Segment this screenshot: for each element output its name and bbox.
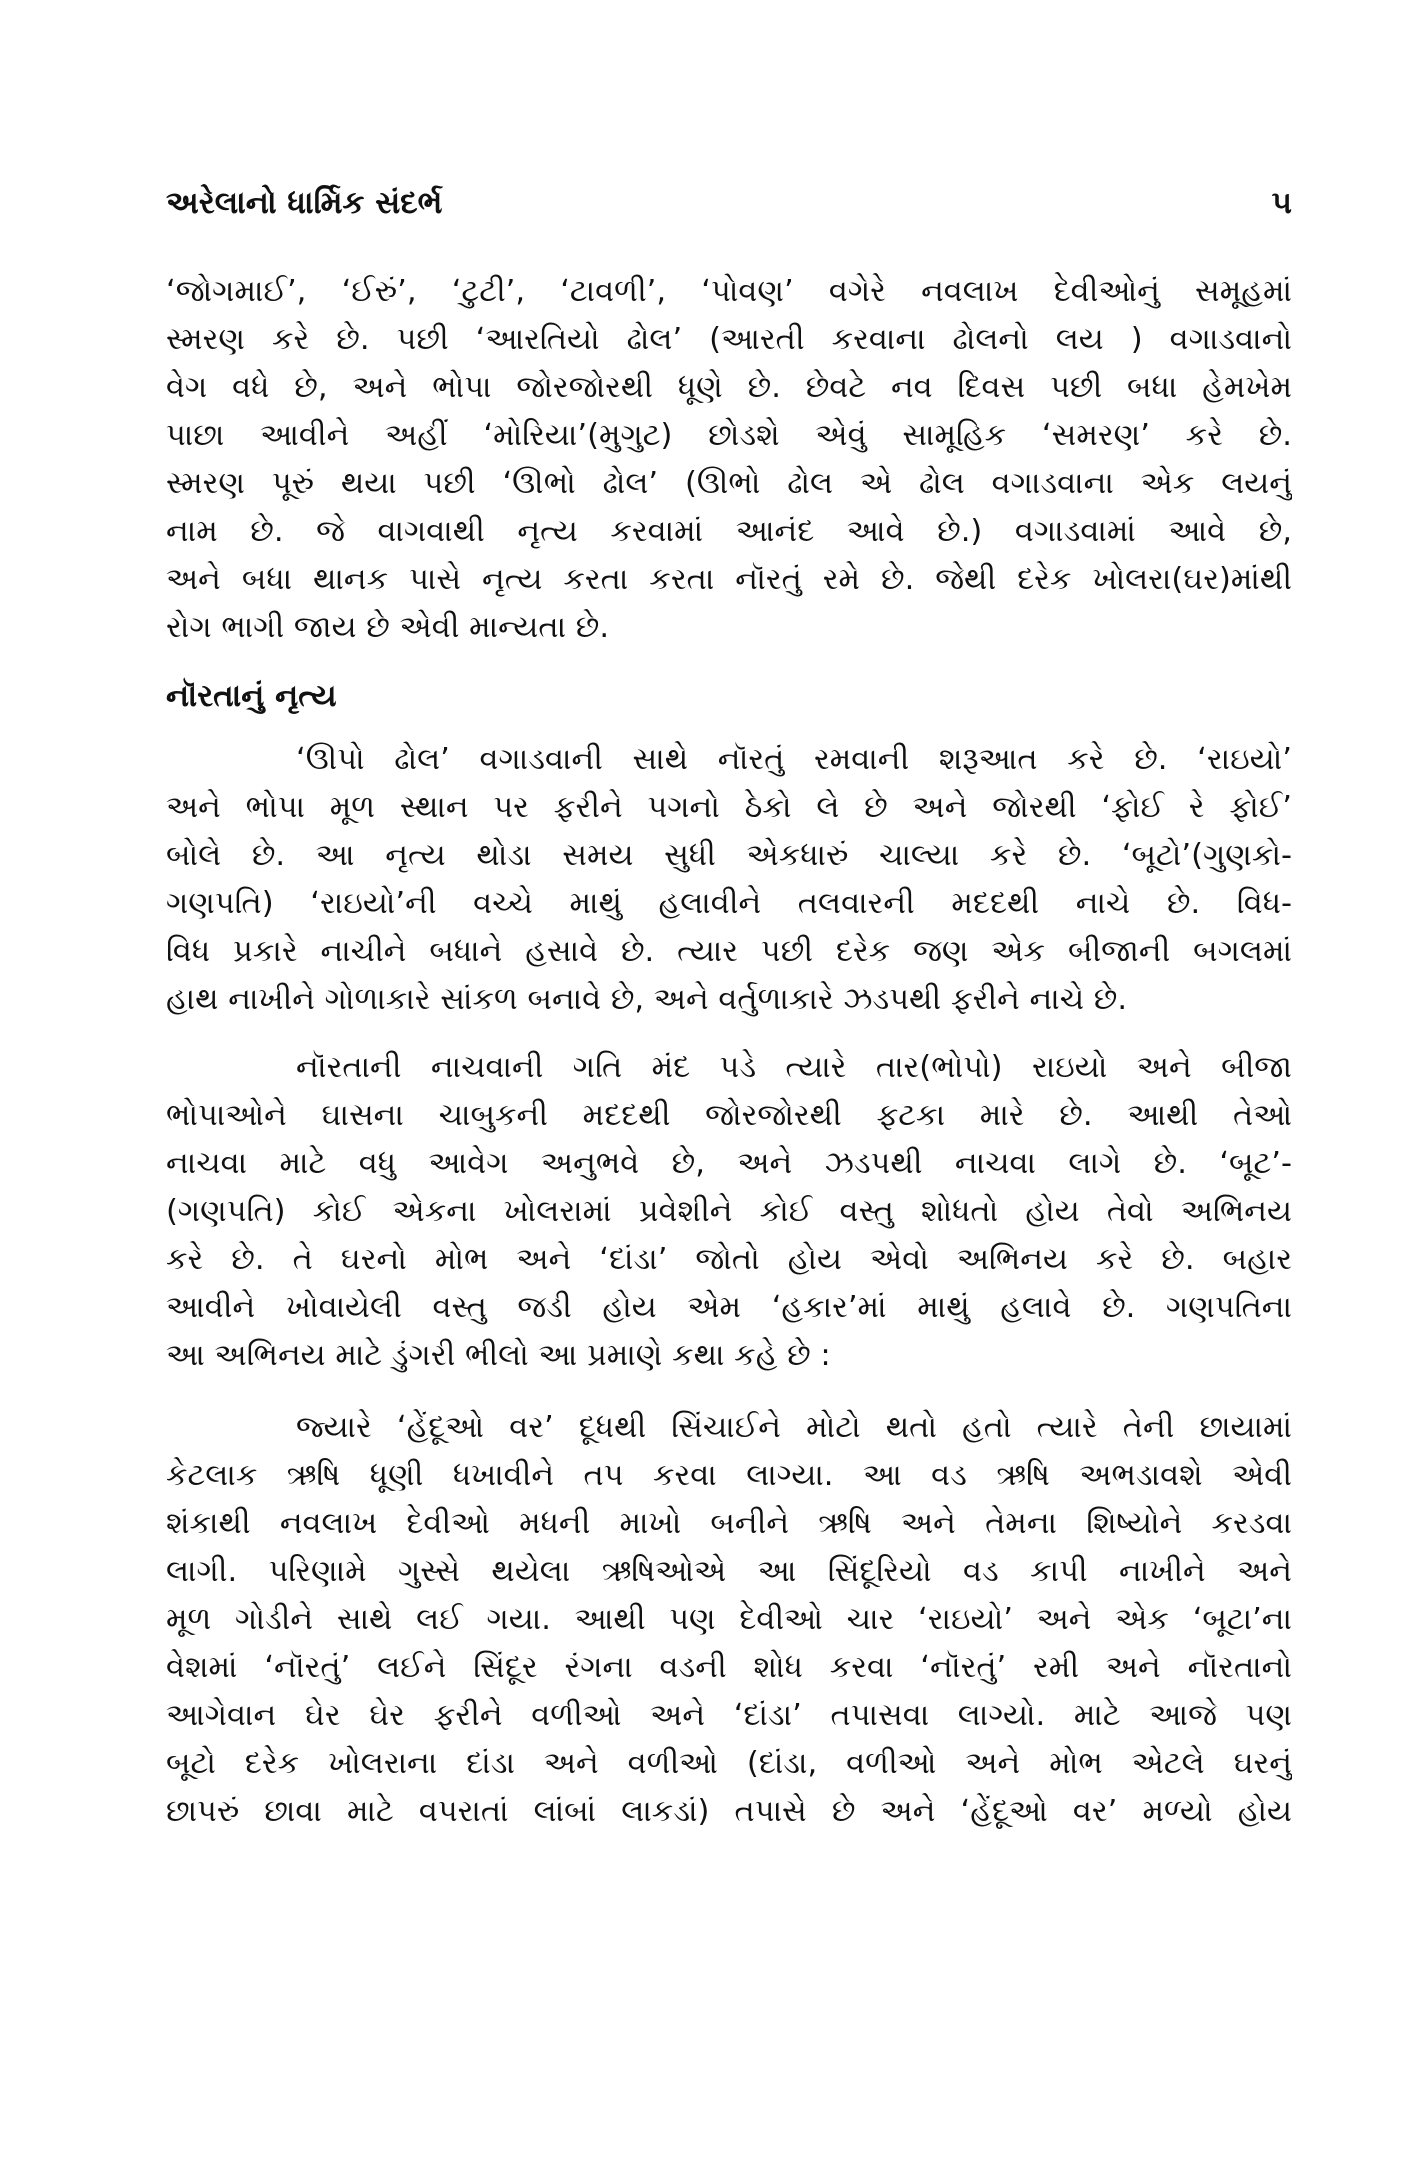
text-line: લાગી. પરિણામે ગુસ્સે થયેલા ઋષિઓએ આ સિંદૂરિયો વડ કાપી નાખીને અને bbox=[166, 1554, 1292, 1589]
text-line: બોલે છે. આ નૃત્ય થોડા સમય સુધી એકધારું ચાલ્યા કરે છે. ‘બૂટો’(ગુણકો- bbox=[166, 838, 1292, 873]
text-line: રોગ ભાગી જાય છે એવી માન્યતા છે. bbox=[166, 610, 610, 645]
text-line: અને ભોપા મૂળ સ્થાન પર ફરીને પગનો ઠેકો લે છે અને જોરથી ‘ફોઈ રે ફોઈ’ bbox=[166, 790, 1292, 825]
text-line: ‘ઊપો ઢોલ’ વગાડવાની સાથે નૉરતું રમવાની શરૂઆત કરે છે. ‘રાઇયો’ bbox=[296, 742, 1292, 777]
text-line: શંકાથી નવલાખ દેવીઓ મધની માખો બનીને ઋષિ અને તેમના શિષ્યોને કરડવા bbox=[166, 1506, 1292, 1541]
text-line: વેશમાં ‘નૉરતું’ લઈને સિંદૂર રંગના વડની શોધ કરવા ‘નૉરતું’ રમી અને નૉરતાનો bbox=[166, 1650, 1292, 1685]
text-line: ભોપાઓને ઘાસના ચાબુકની મદદથી જોરજોરથી ફટકા મારે છે. આથી તેઓ bbox=[166, 1098, 1292, 1133]
section-heading: નૉરતાનું નૃત્ય bbox=[166, 678, 337, 714]
page-number: ૫ bbox=[1271, 185, 1292, 221]
text-line: પાછા આવીને અહીં ‘મોરિયા’(મુગુટ) છોડશે એવું સામૂહિક ‘સમરણ’ કરે છે. bbox=[166, 418, 1292, 453]
text-line: હાથ નાખીને ગોળાકારે સાંકળ બનાવે છે, અને વર્તુળાકારે ઝડપથી ફરીને નાચે છે. bbox=[166, 982, 1128, 1017]
text-line: (ગણપતિ) કોઈ એકના ખોલરામાં પ્રવેશીને કોઈ વસ્તુ શોધતો હોય તેવો અભિનય bbox=[166, 1194, 1292, 1229]
text-line: કેટલાક ઋષિ ધૂણી ધખાવીને તપ કરવા લાગ્યા. આ વડ ઋષિ અભડાવશે એવી bbox=[166, 1458, 1292, 1493]
text-line: વેગ વધે છે, અને ભોપા જોરજોરથી ધૂણે છે. છેવટે નવ દિવસ પછી બધા હેમખેમ bbox=[166, 370, 1292, 405]
text-line: બૂટો દરેક ખોલરાના દાંડા અને વળીઓ (દાંડા, વળીઓ અને મોભ એટલે ઘરનું bbox=[166, 1746, 1292, 1781]
page-header bbox=[166, 185, 1292, 235]
text-line: છાપરું છાવા માટે વપરાતાં લાંબાં લાકડાં) તપાસે છે અને ‘હેંદૂઓ વર’ મળ્યો હોય bbox=[166, 1794, 1292, 1829]
text-line: નાચવા માટે વધુ આવેગ અનુભવે છે, અને ઝડપથી નાચવા લાગે છે. ‘બૂટ’- bbox=[166, 1146, 1292, 1181]
text-line: જ્યારે ‘હેંદૂઓ વર’ દૂધથી સિંચાઈને મોટો થતો હતો ત્યારે તેની છાયામાં bbox=[296, 1410, 1292, 1445]
text-line: આગેવાન ઘેર ઘેર ફરીને વળીઓ અને ‘દાંડા’ તપાસવા લાગ્યો. માટે આજે પણ bbox=[166, 1698, 1292, 1733]
text-line: નૉરતાની નાચવાની ગતિ મંદ પડે ત્યારે તાર(ભોપો) રાઇયો અને બીજા bbox=[296, 1050, 1292, 1085]
text-line: કરે છે. તે ઘરનો મોભ અને ‘દાંડા’ જોતો હોય એવો અભિનય કરે છે. બહાર bbox=[166, 1242, 1292, 1277]
running-title: અરેલાનો ધાર્મિક સંદર્ભ bbox=[166, 185, 443, 221]
text-line: આવીને ખોવાયેલી વસ્તુ જડી હોય એમ ‘હકાર’માં માથું હલાવે છે. ગણપતિના bbox=[166, 1290, 1292, 1325]
text-line: અને બધા થાનક પાસે નૃત્ય કરતા કરતા નૉરતું રમે છે. જેથી દરેક ખોલરા(ઘર)માંથી bbox=[166, 562, 1292, 597]
text-line: ‘જોગમાઈ’, ‘ઈરું’, ‘ટુટી’, ‘ટાવળી’, ‘પોવણ’ વગેરે નવલાખ દેવીઓનું સમૂહમાં bbox=[166, 274, 1292, 309]
text-line: આ અભિનય માટે ડુંગરી ભીલો આ પ્રમાણે કથા કહે છે : bbox=[166, 1338, 831, 1373]
text-line: સ્મરણ પૂરું થયા પછી ‘ઊભો ઢોલ’ (ઊભો ઢોલ એ ઢોલ વગાડવાના એક લયનું bbox=[166, 466, 1292, 501]
text-line: ગણપતિ) ‘રાઇયો’ની વચ્ચે માથું હલાવીને તલવારની મદદથી નાચે છે. વિધ- bbox=[166, 886, 1292, 921]
text-line: સ્મરણ કરે છે. પછી ‘આરતિયો ઢોલ’ (આરતી કરવાના ઢોલનો લય ) વગાડવાનો bbox=[166, 322, 1292, 357]
text-line: નામ છે. જે વાગવાથી નૃત્ય કરવામાં આનંદ આવે છે.) વગાડવામાં આવે છે, bbox=[166, 514, 1292, 549]
text-line: વિધ પ્રકારે નાચીને બધાને હસાવે છે. ત્યાર પછી દરેક જણ એક બીજાની બગલમાં bbox=[166, 934, 1292, 969]
text-line: મૂળ ગોડીને સાથે લઈ ગયા. આથી પણ દેવીઓ ચાર ‘રાઇયો’ અને એક ‘બૂટા’ના bbox=[166, 1602, 1292, 1637]
